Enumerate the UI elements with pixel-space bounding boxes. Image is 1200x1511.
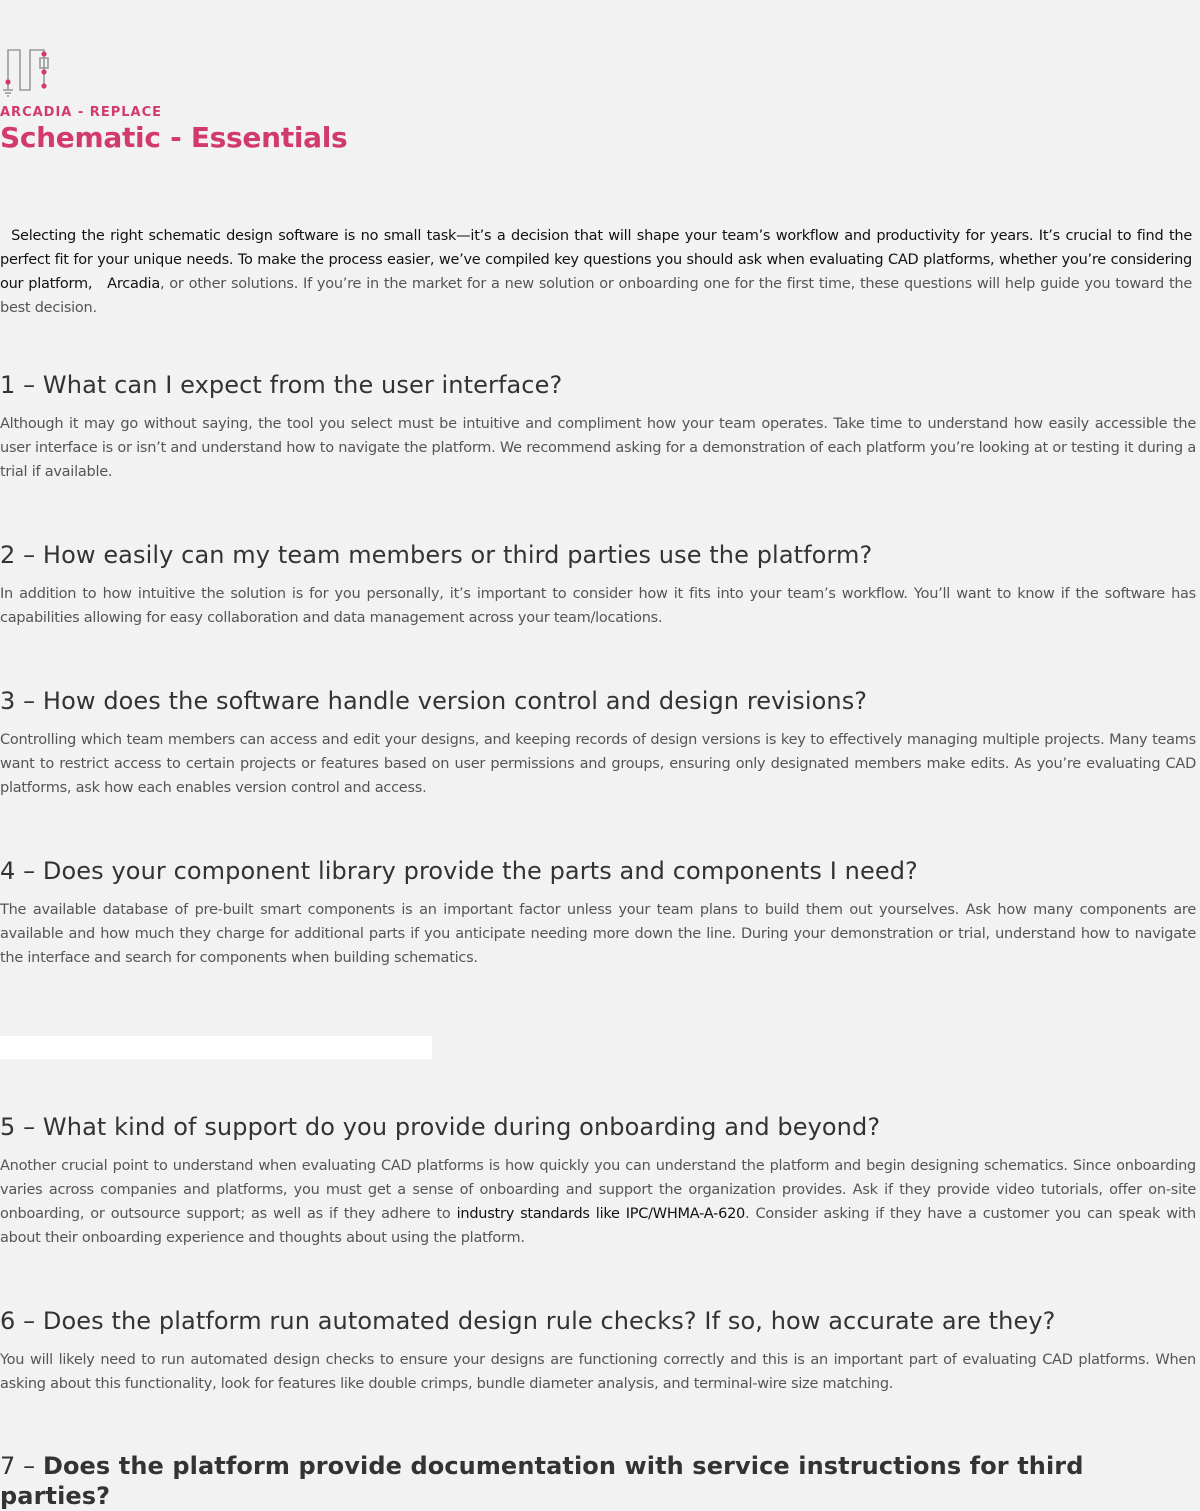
faq-section-4 [0, 856, 1196, 970]
faq-heading-text: Does the platform provide documentation with service instructions for third parties? [0, 1452, 1084, 1510]
faq-heading: 2 – How easily can my team members or third parties use the platform? [0, 541, 873, 569]
faq-section-2 [0, 540, 1196, 630]
brand-header [0, 105, 347, 155]
faq-body: Although it may go without saying, the tool you select must be intuitive and compliment how your team operates. Take time to understand how easily accessible the user interface is or isn’t and understand how to navigate the platform. We recommend asking for a demonstration of each platform you’re looking at or testing it during a trial if available. [0, 416, 1196, 480]
faq-section-7 [0, 1451, 1196, 1511]
intro-text-1: Selecting the right schematic design software is no small task—it’s a decision that will shape your team’s workflow and productivity for years. It’s crucial to find the perfect fit for your unique needs. To make the process easier, we’ve compiled key questions you should ask when evaluating CAD platforms, whether you’re considering our platform, [0, 228, 1192, 292]
faq-heading: 5 – What kind of support do you provide during onboarding and beyond? [0, 1113, 881, 1141]
arcadia-link[interactable]: Arcadia [107, 276, 160, 292]
faq-heading-number: 7 – [0, 1452, 43, 1480]
faq-body: The available database of pre-built smart components is an important factor unless your team plans to build them out yourselves. Ask how many components are available and how much they charge for additional parts if you anticipate needing more down the line. During your demonstration or trial, understand how to navigate the interface and search for components when building schematics. [0, 902, 1196, 966]
faq-body: In addition to how intuitive the solution is for you personally, it’s important to consider how it fits into your team’s workflow. You’ll want to know if the software has capabilities allowing for easy collaboration and data management across your team/locations. [0, 586, 1196, 626]
faq-heading: 1 – What can I expect from the user interface? [0, 371, 563, 399]
faq-section-6 [0, 1306, 1196, 1396]
faq-body-text-1: Another crucial point to understand when evaluating CAD platforms is how quickly you can understand the platform and begin designing schematics. Since onboarding varies across companies and platforms, you must get a sense of onboarding and support the organization provides. Ask if they provide video tutorials, offer on-site onboarding, or outsource support; as well as if they adhere to [0, 1158, 1196, 1222]
industry-standards-link[interactable]: industry standards like IPC/WHMA-A-620 [456, 1206, 746, 1222]
faq-body [0, 1154, 1196, 1250]
faq-body-text-2: . Consider asking if they have a customer you can speak with about their onboarding experience and thoughts about using the platform. [0, 1206, 1196, 1246]
intro-text-2: , or other solutions. If you’re in the market for a new solution or onboarding one for the first time, these questions will help guide you toward the best decision. [0, 276, 1193, 316]
faq-section-1 [0, 370, 1196, 484]
faq-body: Controlling which team members can access and edit your designs, and keeping records of design versions is key to effectively managing multiple projects. Many teams want to restrict access to certain projects or features based on user permissions and groups, ensuring only designated members make edits. As you’re evaluating CAD platforms, ask how each enables version control and access. [0, 732, 1196, 796]
brand-eyebrow: ARCADIA - REPLACE [0, 105, 162, 120]
faq-section-3 [0, 686, 1196, 800]
page-title: Schematic - Essentials [0, 121, 348, 154]
divider-bar [0, 1036, 432, 1059]
faq-heading: 4 – Does your component library provide the parts and components I need? [0, 857, 918, 885]
faq-heading: 3 – How does the software handle version control and design revisions? [0, 687, 868, 715]
intro-paragraph [0, 224, 1192, 320]
faq-section-5 [0, 1112, 1196, 1250]
faq-body: You will likely need to run automated design checks to ensure your designs are functioning correctly and this is an important part of evaluating CAD platforms. When asking about this functionality, look for features like double crimps, bundle diameter analysis, and terminal-wire size matching. [0, 1352, 1196, 1392]
faq-heading: 6 – Does the platform run automated design rule checks? If so, how accurate are they? [0, 1307, 1056, 1335]
faq-heading [0, 1451, 1196, 1511]
schematic-circuit-icon [0, 46, 50, 98]
